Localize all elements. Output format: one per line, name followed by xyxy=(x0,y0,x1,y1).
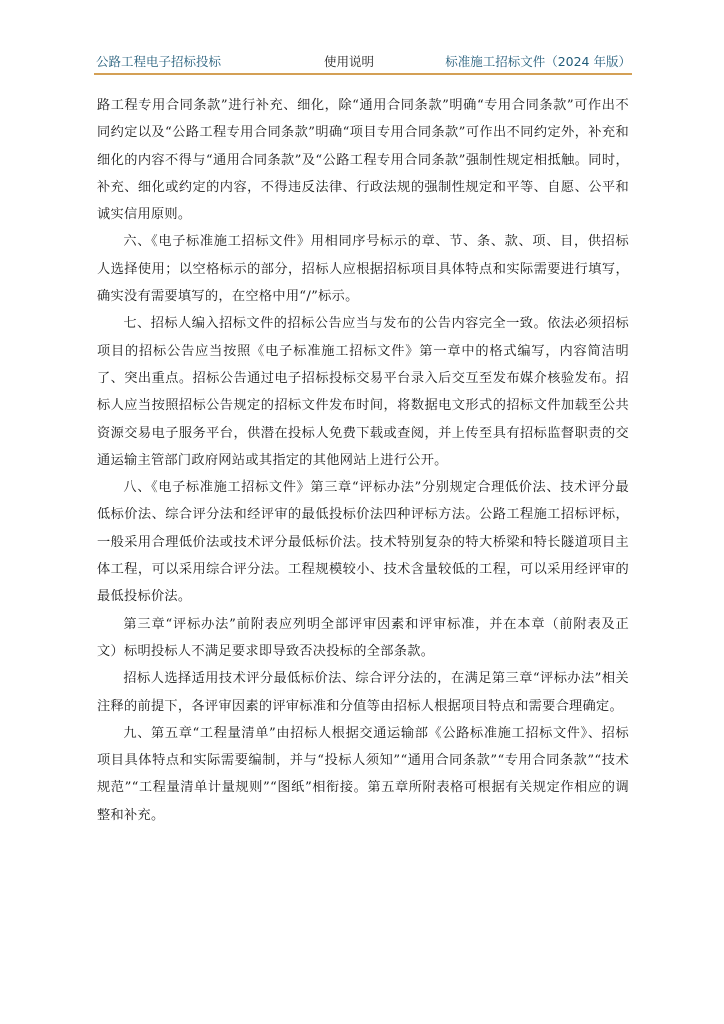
document-body xyxy=(97,92,629,829)
paragraph-item-9: 九、第五章“工程量清单”由招标人根据交通运输部《公路标准施工招标文件》、招标项目具体特点和实际需要编制，并与“投标人须知”“通用合同条款”“专用合同条款”“技术规范”“工程量清单计量规则”“图纸”相衔接。第五章所附表格可根据有关规定作相应的调整和补充。 xyxy=(97,725,629,823)
paragraph-item-8: 八、《电子标准施工招标文件》第三章“评标办法”分别规定合理低价法、技术评分最低标价法、综合评分法和经评审的最低投标价法四种评标方法。公路工程施工招标评标，一般采用合理低价法或技术评分最低标价法。技术特别复杂的特大桥梁和特长隧道项目主体工程，可以采用综合评分法。工程规模较小、技术含量较低的工程，可以采用经评审的最低投标价法。 xyxy=(97,480,629,605)
paragraph-item-8-note-2: 招标人选择适用技术评分最低标价法、综合评分法的，在满足第三章“评标办法”相关注释的前提下，各评审因素的评审标准和分值等由招标人根据项目特点和需要合理确定。 xyxy=(97,671,629,714)
header-center-title: 使用说明 xyxy=(324,54,375,69)
header-left-title: 公路工程电子招标投标 xyxy=(96,54,222,69)
paragraph-item-8-note-1: 第三章“评标办法”前附表应列明全部评审因素和评审标准，并在本章（前附表及正文）标明投标人不满足要求即导致否决投标的全部条款。 xyxy=(97,616,629,659)
page-header xyxy=(96,52,631,72)
paragraph-item-7: 七、招标人编入招标文件的招标公告应当与发布的公告内容完全一致。依法必须招标项目的招标公告应当按照《电子标准施工招标文件》第一章中的格式编写，内容简洁明了、突出重点。招标公告通过电子招标投标交易平台录入后交互至发布媒介核验发布。招标人应当按照招标公告规定的招标文件发布时间，将数据电文形式的招标文件加载至公共资源交易电子服务平台，供潜在投标人免费下载或查阅，并上传至具有招标监督职责的交通运输主管部门政府网站或其指定的其他网站上进行公开。 xyxy=(97,316,629,468)
header-right-title: 标准施工招标文件（2024 年版） xyxy=(445,54,631,69)
paragraph-item-6: 六、《电子标准施工招标文件》用相同序号标示的章、节、条、款、项、目，供招标人选择使用；以空格标示的部分，招标人应根据招标项目具体特点和实际需要进行填写，确实没有需要填写的，在空格中用“/”标示。 xyxy=(97,234,629,305)
header-divider xyxy=(94,73,632,75)
paragraph-continuation: 路工程专用合同条款”进行补充、细化，除“通用合同条款”明确“专用合同条款”可作出不同约定以及“公路工程专用合同条款”明确“项目专用合同条款”可作出不同约定外，补充和细化的内容不得与“通用合同条款”及“公路工程专用合同条款”强制性规定相抵触。同时，补充、细化或约定的内容，不得违反法律、行政法规的强制性规定和平等、自愿、公平和诚实信用原则。 xyxy=(97,98,629,223)
